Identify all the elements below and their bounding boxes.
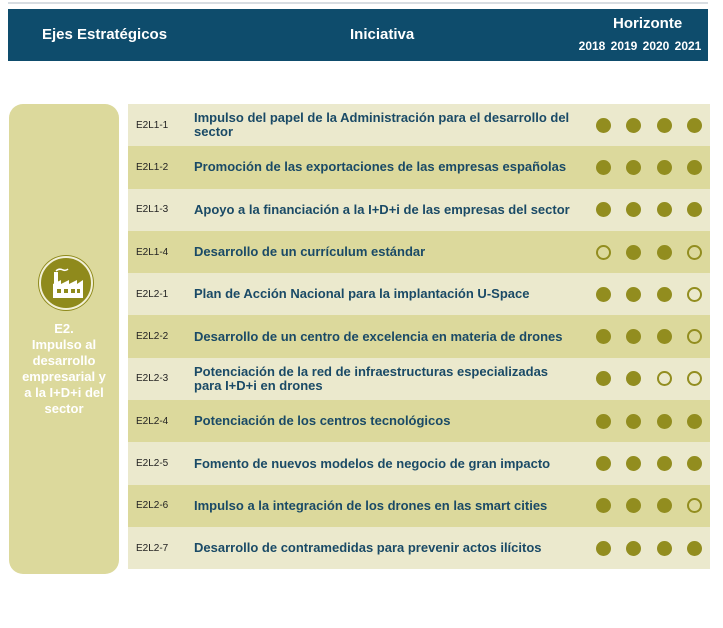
- initiative-text: Apoyo a la financiación a la I+D+i de las empresas del sector: [194, 201, 570, 217]
- filled-circle-icon-2019: [626, 118, 641, 133]
- filled-circle-icon-2021: [687, 118, 702, 133]
- filled-circle-icon-2018: [596, 414, 611, 429]
- empty-circle-icon-2020: [657, 371, 672, 386]
- filled-circle-icon-2018: [596, 371, 611, 386]
- initiative-row: [128, 189, 710, 231]
- filled-circle-icon-2019: [626, 160, 641, 175]
- horizon-marks: [588, 527, 710, 569]
- empty-circle-icon-2018: [596, 245, 611, 260]
- year-2018: 2018: [578, 39, 606, 53]
- filled-circle-icon-2018: [596, 118, 611, 133]
- filled-circle-icon-2018: [596, 541, 611, 556]
- initiative-code: E2L2-3: [136, 373, 169, 385]
- horizon-marks: [588, 231, 710, 273]
- empty-circle-icon-2021: [687, 245, 702, 260]
- strategic-axis-card: [9, 104, 119, 574]
- factory-icon: [39, 256, 93, 310]
- filled-circle-icon-2021: [687, 202, 702, 217]
- initiative-text: Potenciación de los centros tecnológicos: [194, 413, 451, 429]
- initiative-code: E2L1-4: [136, 246, 169, 258]
- year-2020: 2020: [642, 39, 670, 53]
- filled-circle-icon-2021: [687, 414, 702, 429]
- initiative-code: E2L2-1: [136, 288, 169, 300]
- horizon-marks: [588, 442, 710, 484]
- horizon-marks: [588, 146, 710, 188]
- initiative-code: E2L2-6: [136, 500, 169, 512]
- filled-circle-icon-2019: [626, 202, 641, 217]
- filled-circle-icon-2020: [657, 498, 672, 513]
- top-divider: [8, 2, 708, 4]
- filled-circle-icon-2019: [626, 541, 641, 556]
- initiative-code: E2L2-5: [136, 458, 169, 470]
- filled-circle-icon-2018: [596, 202, 611, 217]
- header-initiative-label: Iniciativa: [350, 26, 415, 43]
- initiative-code: E2L2-4: [136, 415, 169, 427]
- horizon-marks: [588, 400, 710, 442]
- filled-circle-icon-2019: [626, 245, 641, 260]
- horizon-marks: [588, 189, 710, 231]
- initiative-text: Potenciación de la red de infraestructuras especializadas para I+D+i en drones: [194, 363, 549, 393]
- initiative-text: Promoción de las exportaciones de las empresas españolas: [194, 159, 567, 175]
- empty-circle-icon-2021: [687, 329, 702, 344]
- header-axes-label: Ejes Estratégicos: [42, 26, 168, 43]
- initiative-row: [128, 146, 710, 188]
- table-header: [8, 9, 708, 61]
- header-years: [576, 39, 704, 53]
- horizon-marks: [588, 273, 710, 315]
- initiative-row: [128, 231, 710, 273]
- initiative-text: Impulso a la integración de los drones en las smart cities: [194, 497, 548, 513]
- empty-circle-icon-2021: [687, 371, 702, 386]
- horizon-marks: [588, 485, 710, 527]
- filled-circle-icon-2020: [657, 202, 672, 217]
- initiative-text: Impulso del papel de la Administración para el desarrollo del sector: [194, 110, 570, 140]
- initiatives-list: [128, 104, 710, 569]
- initiative-code: E2L1-1: [136, 119, 169, 131]
- filled-circle-icon-2020: [657, 287, 672, 302]
- filled-circle-icon-2020: [657, 414, 672, 429]
- initiative-code: E2L2-7: [136, 542, 169, 554]
- initiative-text: Desarrollo de un currículum estándar: [194, 244, 426, 260]
- filled-circle-icon-2019: [626, 329, 641, 344]
- filled-circle-icon-2020: [657, 245, 672, 260]
- initiative-row: [128, 442, 710, 484]
- filled-circle-icon-2019: [626, 498, 641, 513]
- filled-circle-icon-2020: [657, 456, 672, 471]
- filled-circle-icon-2018: [596, 329, 611, 344]
- header-horizon-label: Horizonte: [613, 15, 683, 32]
- filled-circle-icon-2019: [626, 371, 641, 386]
- year-2021: 2021: [674, 39, 702, 53]
- initiative-row: [128, 358, 710, 400]
- filled-circle-icon-2020: [657, 329, 672, 344]
- initiative-row: [128, 527, 710, 569]
- initiative-code: E2L1-2: [136, 161, 169, 173]
- filled-circle-icon-2018: [596, 498, 611, 513]
- initiative-row: [128, 400, 710, 442]
- horizon-marks: [588, 358, 710, 400]
- filled-circle-icon-2021: [687, 160, 702, 175]
- empty-circle-icon-2021: [687, 498, 702, 513]
- initiative-text: Plan de Acción Nacional para la implantación U-Space: [194, 286, 530, 302]
- initiative-row: [128, 273, 710, 315]
- horizon-marks: [588, 315, 710, 357]
- axis-title: Impulso al desarrollo empresarial y a la I+D+i del sector: [22, 337, 106, 416]
- initiative-text: Fomento de nuevos modelos de negocio de gran impacto: [194, 455, 551, 471]
- initiative-code: E2L1-3: [136, 204, 169, 216]
- filled-circle-icon-2018: [596, 287, 611, 302]
- filled-circle-icon-2018: [596, 456, 611, 471]
- filled-circle-icon-2020: [657, 118, 672, 133]
- initiative-row: [128, 315, 710, 357]
- filled-circle-icon-2020: [657, 160, 672, 175]
- axis-code: E2.: [54, 321, 74, 336]
- filled-circle-icon-2019: [626, 456, 641, 471]
- filled-circle-icon-2021: [687, 456, 702, 471]
- initiative-text: Desarrollo de un centro de excelencia en materia de drones: [194, 328, 563, 344]
- initiative-row: [128, 485, 710, 527]
- initiative-row: [128, 104, 710, 146]
- empty-circle-icon-2021: [687, 287, 702, 302]
- year-2019: 2019: [610, 39, 638, 53]
- filled-circle-icon-2021: [687, 541, 702, 556]
- filled-circle-icon-2019: [626, 287, 641, 302]
- filled-circle-icon-2019: [626, 414, 641, 429]
- initiative-code: E2L2-2: [136, 331, 169, 343]
- initiative-text: Desarrollo de contramedidas para prevenir actos ilícitos: [194, 540, 542, 556]
- filled-circle-icon-2018: [596, 160, 611, 175]
- horizon-marks: [588, 104, 710, 146]
- filled-circle-icon-2020: [657, 541, 672, 556]
